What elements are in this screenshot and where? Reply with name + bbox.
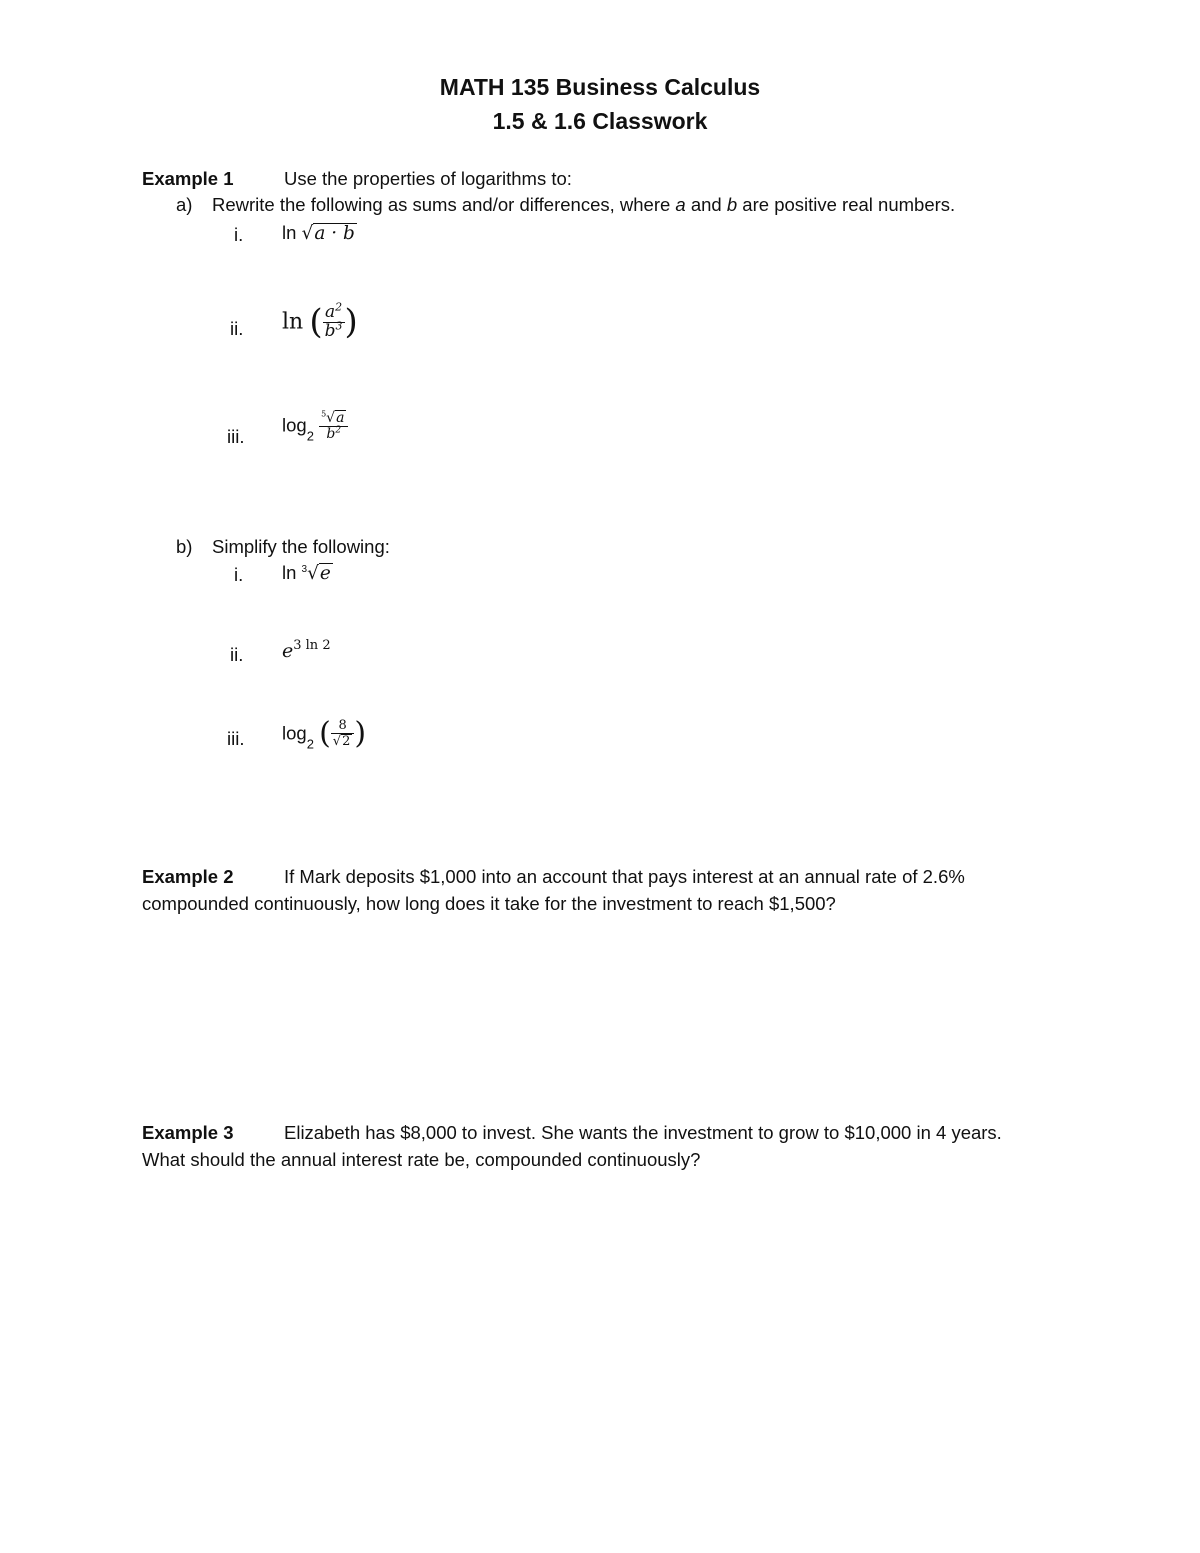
item-numeral: iii. [227, 728, 245, 749]
example-1-instruction: Use the properties of logarithms to: [284, 168, 572, 189]
example-3-line1: Elizabeth has $8,000 to invest. She wants the investment to grow to $10,000 in 4 years. [284, 1122, 1002, 1143]
part-a-letter: a) [176, 194, 193, 215]
item-numeral: ii. [230, 644, 244, 665]
example-1-label: Example 1 [142, 168, 234, 189]
item-numeral: iii. [227, 426, 245, 447]
page-title: MATH 135 Business Calculus [439, 74, 761, 100]
expression-b-i: ln $^3$√e [282, 562, 331, 584]
item-numeral: ii. [230, 318, 244, 339]
expression-a-ii: ln ( $\frac{a^2}{b^3}$ ) [282, 300, 358, 342]
page-subtitle: 1.5 & 1.6 Classwork [492, 108, 708, 134]
part-b-letter: b) [176, 536, 193, 557]
item-numeral: i. [234, 224, 244, 245]
example-3-line2: What should the annual interest rate be, compounded continuously? [142, 1149, 701, 1170]
expression-b-ii: $e^{3 ln 2}$ [282, 638, 331, 662]
variable-a: a [675, 194, 686, 215]
example-3-label: Example 3 [142, 1122, 234, 1143]
example-2-line1: If Mark deposits $1,000 into an account that pays interest at an annual rate of 2.6% [284, 866, 965, 887]
expression-a-i: ln √a · b [282, 222, 355, 244]
item-numeral: i. [234, 564, 244, 585]
part-a-text: Rewrite the following as sums and/or differences, where a and b are positive real numbers. [212, 194, 956, 215]
expression-a-iii: $\log_2$ $\frac{^5√a}{b^2}$ [282, 410, 348, 441]
expression-b-iii: $\log_2$ ( $\frac{8}{√2}$ ) [282, 716, 367, 752]
example-2-label: Example 2 [142, 866, 234, 887]
part-b-text: Simplify the following: [212, 536, 390, 557]
variable-b: b [726, 194, 738, 215]
example-2-line2: compounded continuously, how long does it take for the investment to reach $1,500? [142, 893, 836, 914]
